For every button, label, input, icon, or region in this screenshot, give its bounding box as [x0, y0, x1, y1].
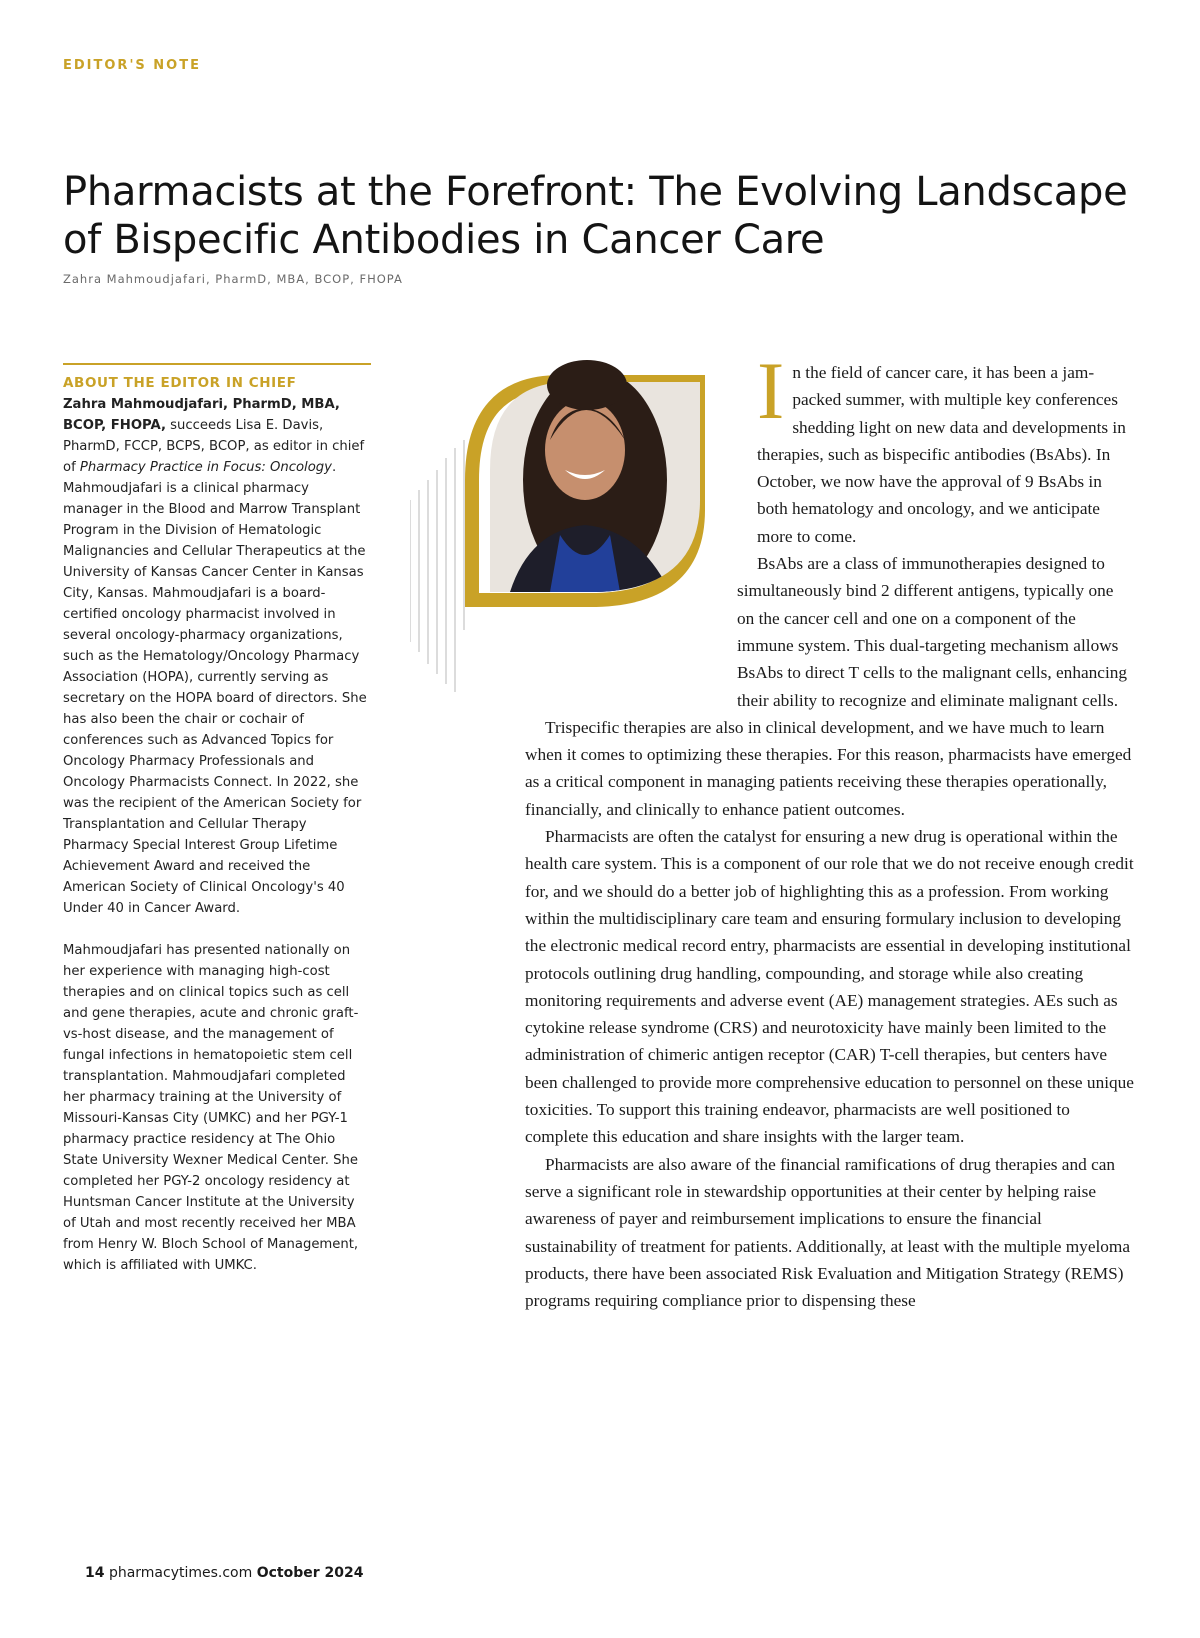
page-number: 14 — [85, 1565, 105, 1581]
page-footer — [85, 1565, 364, 1581]
bio-text-b: . Mahmoudjafari is a clinical pharmacy manager in the Blood and Marrow Transplant Program in the Division of Hematologic Malignancies and Cellular Therapeutics at the University of Kansas Cancer Center in Kansas City, Kansas. Mahmoudjafari is a board-certified oncology pharmacist involved in several oncology-pharmacy organizations, such as the Hematology/Oncology Pharmacy Association (HOPA), currently serving as secretary on the HOPA board of directors. She has also been the chair or cochair of conferences such as Advanced Topics for Oncology Pharmacy Professionals and Oncology Pharmacists Connect. In 2022, she was the recipient of the American Society for Transplantation and Cellular Therapy Pharmacy Special Interest Group Lifetime Achievement Award and received the American Society of Clinical Oncology's 40 Under 40 in Cancer Award. — [63, 460, 367, 916]
drop-cap: I — [757, 345, 785, 436]
article-title: Pharmacists at the Forefront: The Evolving Landscape of Bispecific Antibodies in Cancer Care — [63, 169, 1128, 263]
article-paragraph-4: Pharmacists are often the catalyst for ensuring a new drug is operational within the health care system. This is a component of our role that we do not receive enough credit for, and we should do a better job of highlighting this as a profession. From working within the multidisciplinary care team and ensuring formulary inclusion to developing the electronic medical record entry, pharmacists are essential in developing institutional protocols outlining drug handling, compounding, and storage while also creating monitoring requirements and adverse event (AE) management strategies. AEs such as cytokine release syndrome (CRS) and neurotoxicity have mainly been limited to the administration of chimeric antigen receptor (CAR) T-cell therapies, but centers have been challenged to provide more comprehensive education to personnel on these unique toxicities. To support this training endeavor, pharmacists are well positioned to complete this education and share insights with the larger team. — [525, 827, 1134, 1147]
bio-paragraph-2: Mahmoudjafari has presented nationally on her experience with managing high-cost therapies and on clinical topics such as cell and gene therapies, acute and chronic graft-vs-host disease, and the management of fungal infections in hematopoietic stem cell transplantation. Mahmoudjafari completed her pharmacy training at the University of Missouri-Kansas City (UMKC) and her PGY-1 pharmacy practice residency at The Ohio State University Wexner Medical Center. She completed her PGY-2 oncology residency at Huntsman Cancer Institute at the University of Utah and most recently received her MBA from Henry W. Bloch School of Management, which is affiliated with UMKC. — [63, 943, 359, 1273]
footer-issue: October 2024 — [256, 1565, 364, 1581]
article-paragraph-2: BsAbs are a class of immunotherapies designed to simultaneously bind 2 different antigens, typically one on the cancer cell and one on a component of the immune system. This dual-targeting mechanism allows BsAbs to direct T cells to the malignant cells, enhancing their ability to recognize and eliminate malignant cells. — [737, 554, 1128, 710]
sidebar-heading: ABOUT THE EDITOR IN CHIEF — [63, 375, 297, 391]
article-paragraph-5: Pharmacists are also aware of the financial ramifications of drug therapies and can serve a significant role in stewardship opportunities at their center by helping raise awareness of payer and reimbursement implications to ensure the financial sustainability of treatment for patients. Additionally, at least with the multiple myeloma products, there have been associated Risk Evaluation and Mitigation Strategy (REMS) programs requiring compliance prior to dispensing these — [525, 1154, 1131, 1311]
section-label: EDITOR'S NOTE — [63, 58, 201, 73]
footer-site: pharmacytimes.com — [108, 1565, 253, 1581]
article-body — [525, 345, 1135, 1314]
article-paragraphs — [525, 550, 1135, 1314]
bio-text-a: succeeds Lisa E. Davis, PharmD, FCCP, BCPS, BCOP, as editor in chief of — [63, 418, 365, 475]
decorative-lines — [410, 440, 464, 692]
journal-name: Pharmacy Practice in Focus: Oncology — [79, 460, 332, 475]
article-paragraph-3: Trispecific therapies are also in clinical development, and we have much to learn when it comes to optimizing these therapies. For this reason, pharmacists have emerged as a critical component in managing patients receiving these therapies operationally, financially, and clinically to enhance patient outcomes. — [525, 717, 1132, 819]
article-paragraph-1: In the field of cancer care, it has been a jam-packed summer, with multiple key conferences shedding light on new data and developments in therapies, such as bispecific antibodies (BsAbs). In October, we now have the approval of 9 BsAbs in both hematology and oncology, and we anticipate more to come. — [757, 345, 1126, 546]
editor-bio-sidebar — [63, 363, 371, 1276]
bio-paragraph-1 — [63, 394, 371, 919]
editor-name: Zahra Mahmoudjafari, PharmD, MBA, BCOP, FHOPA, — [63, 397, 340, 433]
byline: Zahra Mahmoudjafari, PharmD, MBA, BCOP, FHOPA — [63, 272, 403, 286]
first-paragraph-wrap — [757, 345, 1135, 550]
